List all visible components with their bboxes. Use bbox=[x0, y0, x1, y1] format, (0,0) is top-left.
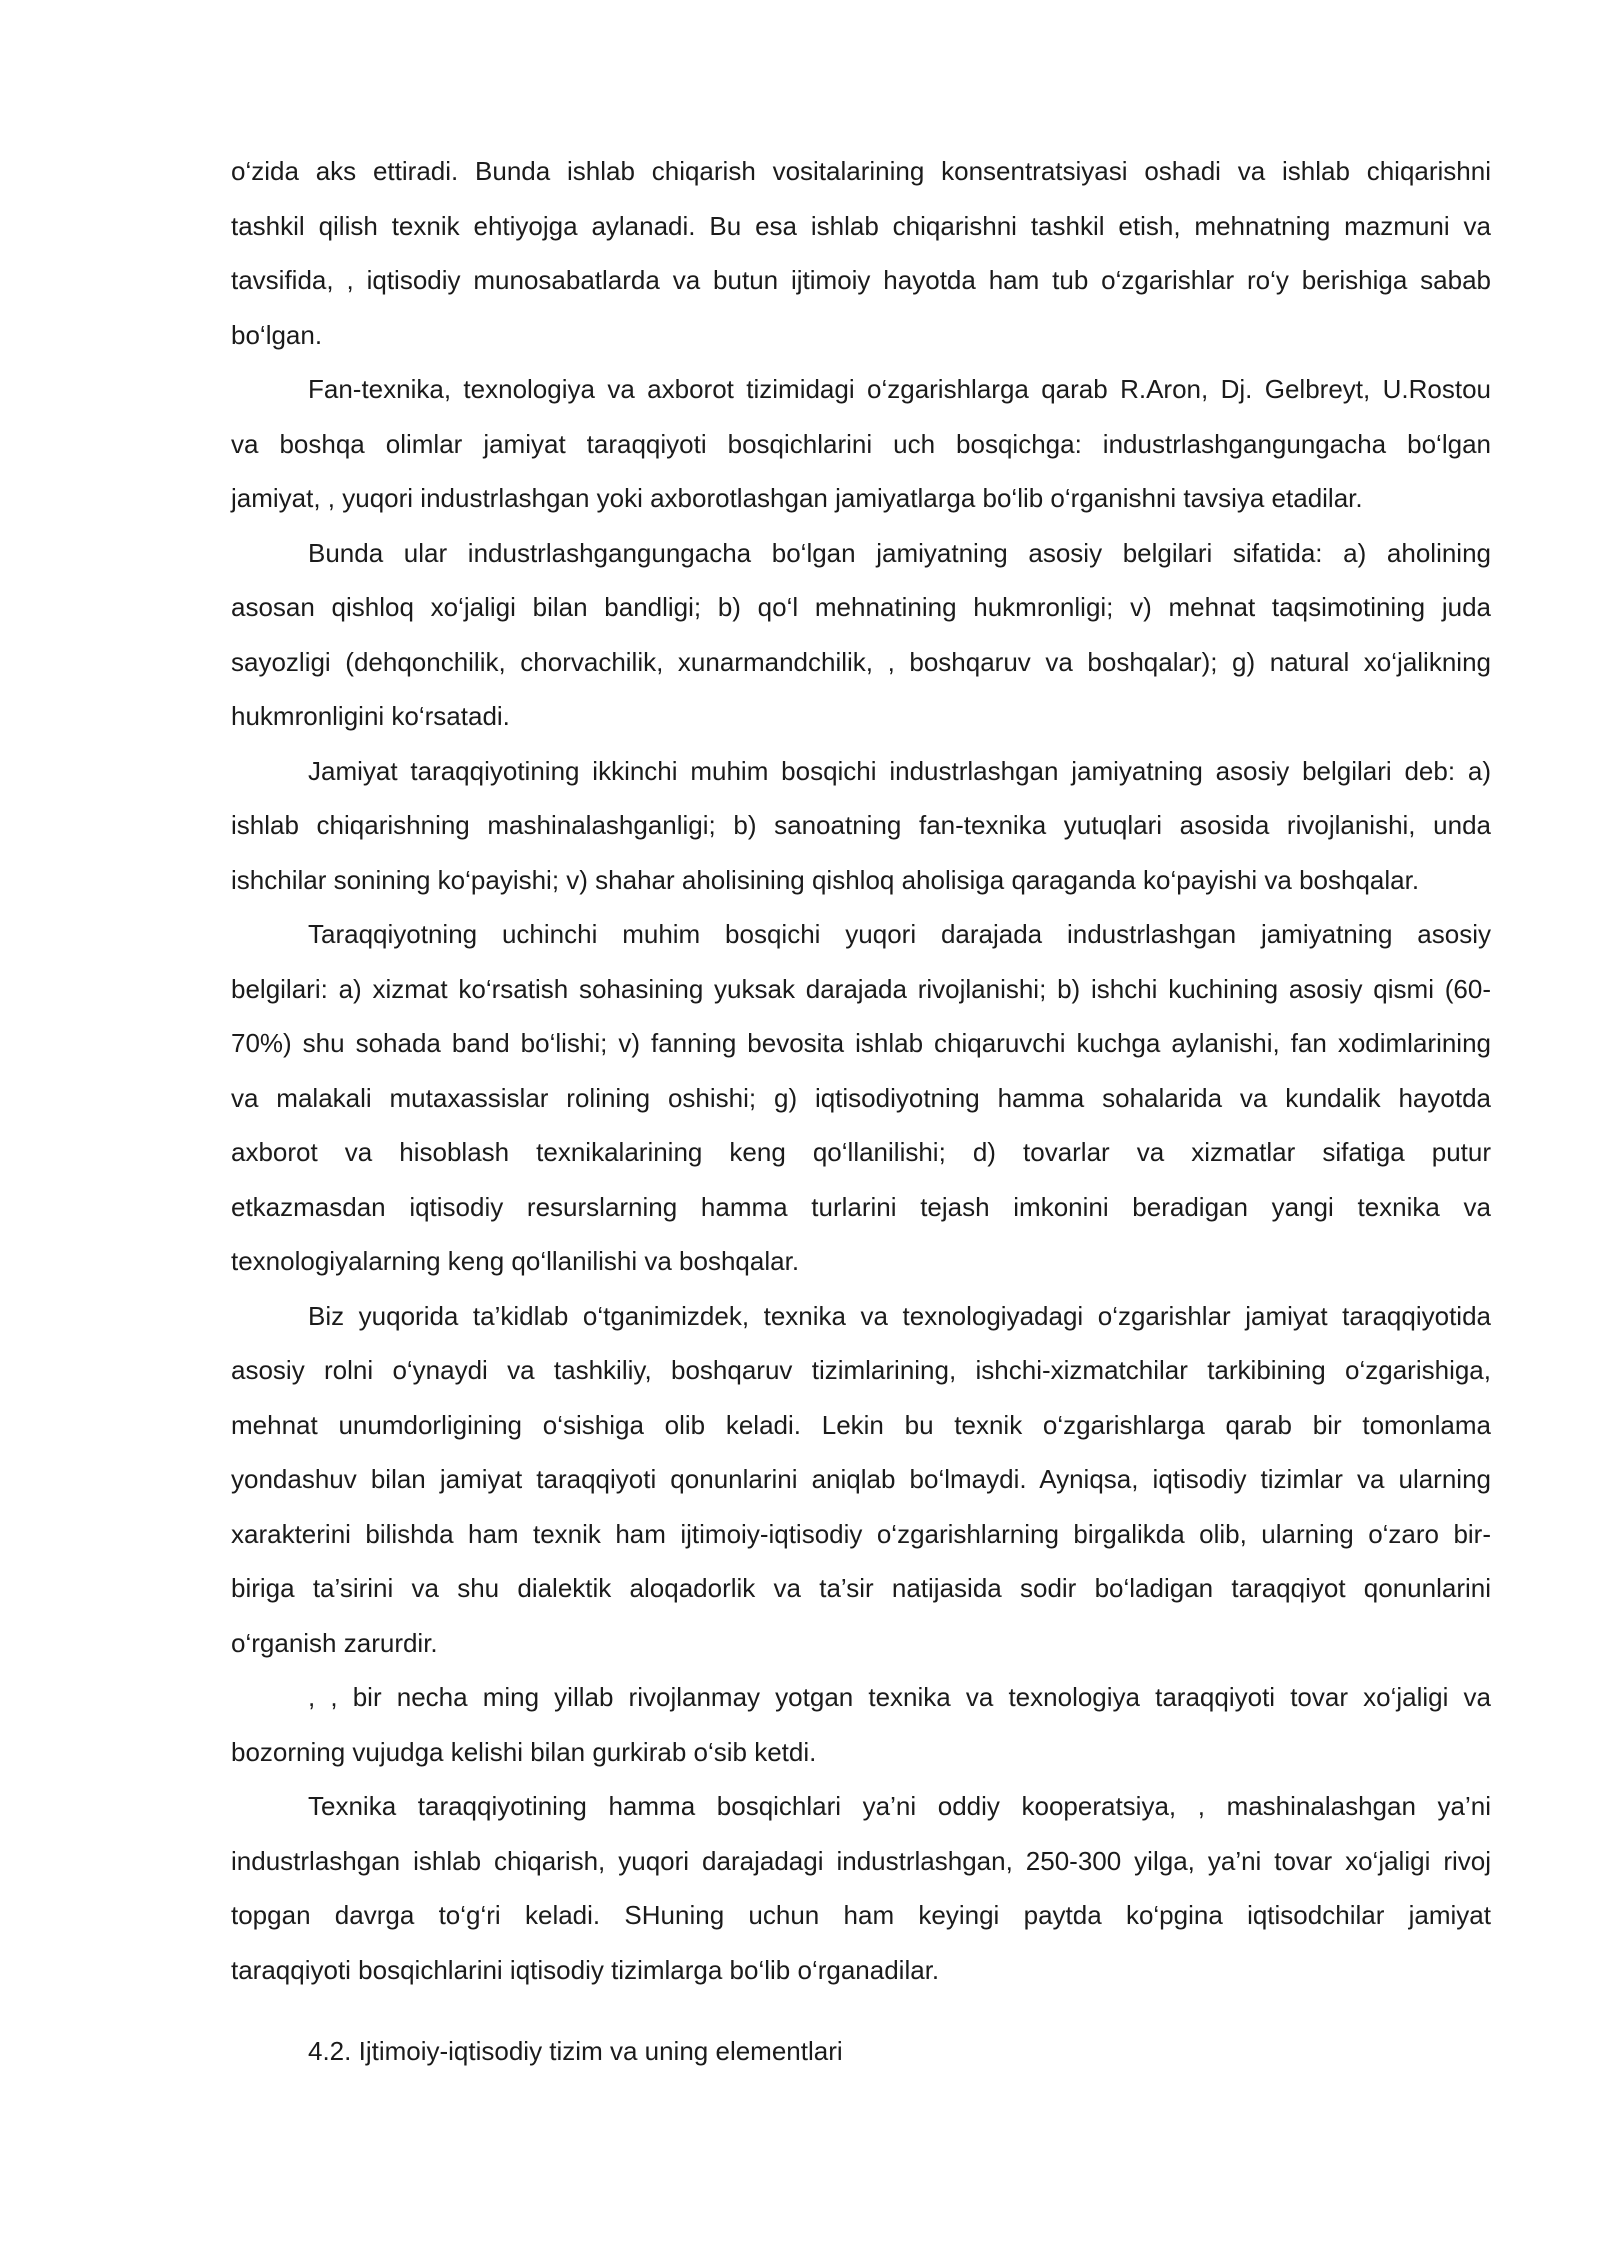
document-body bbox=[231, 144, 1491, 2079]
text-line: va malakali mutaxassislar rolining oshishi; g) iqtisodiyotning hamma sohalarida va kundalik hayotda bbox=[231, 1082, 1491, 1113]
text-line: texnologiyalarning keng qo‘llanilishi va boshqalar. bbox=[231, 1246, 800, 1276]
text-line: xarakterini bilishda ham texnik ham ijtimoiy-iqtisodiy o‘zgarishlarning birgalikda olib, ularning o‘zaro bir- bbox=[231, 1518, 1491, 1549]
paragraph bbox=[231, 1670, 1491, 1779]
text-line: topgan davrga to‘g‘ri keladi. SHuning uchun ham keyingi paytda ko‘pgina iqtisodchilar jamiyat bbox=[231, 1900, 1491, 1930]
text-line: Texnika taraqqiyotining hamma bosqichlari ya’ni oddiy kooperatsiya, , mashinalashgan ya’ni bbox=[308, 1791, 1491, 1821]
text-line: asosan qishloq xo‘jaligi bilan bandligi; b) qo‘l mehnatining hukmronligi; v) mehnat taqsimotining juda bbox=[231, 592, 1491, 622]
paragraph bbox=[231, 362, 1491, 526]
text-line: yondashuv bilan jamiyat taraqqiyoti qonunlarini aniqlab bo‘lmaydi. Ayniqsa, iqtisodiy tizimlar va ularning bbox=[231, 1464, 1491, 1494]
text-line: asosiy rolni o‘ynaydi va tashkiliy, boshqaruv tizimlarining, ishchi-xizmatchilar tarkibining o‘zgarishiga, bbox=[231, 1355, 1491, 1385]
text-line: 70%) shu sohada band bo‘lishi; v) fanning bevosita ishlab chiqaruvchi kuchga aylanishi, fan xodimlarining bbox=[231, 1028, 1491, 1058]
text-line: bozorning vujudga kelishi bilan gurkirab o‘sib ketdi. bbox=[231, 1736, 817, 1767]
paragraph bbox=[231, 144, 1491, 362]
text-line: hukmronligini ko‘rsatadi. bbox=[231, 701, 510, 731]
text-line: jamiyat, , yuqori industrlashgan yoki axborotlashgan jamiyatlarga bo‘lib o‘rganishni tavsiya etadilar. bbox=[231, 483, 1363, 513]
text-line: Fan-texnika, texnologiya va axborot tizimidagi o‘zgarishlarga qarab R.Aron, Dj. Gelbreyt, U.Rostou bbox=[308, 374, 1491, 404]
text-line: Jamiyat taraqqiyotining ikkinchi muhim bosqichi industrlashgan jamiyatning asosiy belgilari deb: a) bbox=[308, 755, 1491, 786]
text-line: bo‘lgan. bbox=[231, 319, 323, 350]
text-line: ishchilar sonining ko‘payishi; v) shahar aholisining qishloq aholisiga qaraganda ko‘payishi va boshqalar. bbox=[231, 864, 1420, 895]
text-line: , , bir necha ming yillab rivojlanmay yotgan texnika va texnologiya taraqqiyoti tovar xo‘jaligi va bbox=[308, 1682, 1491, 1712]
text-line: Biz yuqorida ta’kidlab o‘tganimizdek, texnika va texnologiyadagi o‘zgarishlar jamiyat taraqqiyotida bbox=[308, 1300, 1491, 1331]
text-line: Taraqqiyotning uchinchi muhim bosqichi yuqori darajada industrlashgan jamiyatning asosiy bbox=[308, 919, 1491, 949]
text-line: o‘rganish zarurdir. bbox=[231, 1627, 438, 1658]
text-line: taraqqiyoti bosqichlarini iqtisodiy tizimlarga bo‘lib o‘rganadilar. bbox=[231, 1954, 940, 1985]
paragraph bbox=[231, 526, 1491, 744]
text-line: sayozligi (dehqonchilik, chorvachilik, xunarmandchilik, , boshqaruv va boshqalar); g) natural xo‘jalikning bbox=[231, 646, 1491, 677]
paragraph bbox=[231, 744, 1491, 908]
section-heading: 4.2. Ijtimoiy-iqtisodiy tizim va uning elementlari bbox=[308, 2036, 843, 2066]
text-line: industrlashgan ishlab chiqarish, yuqori darajadagi industrlashgan, 250-300 yilga, ya’ni tovar xo‘jaligi rivoj bbox=[231, 1845, 1491, 1876]
text-line: etkazmasdan iqtisodiy resurslarning hamma turlarini tejash imkonini beradigan yangi texnika va bbox=[231, 1191, 1491, 1222]
text-line: mehnat unumdorligining o‘sishiga olib keladi. Lekin bu texnik o‘zgarishlarga qarab bir tomonlama bbox=[231, 1409, 1491, 1440]
paragraph bbox=[231, 1289, 1491, 1671]
text-line: axborot va hisoblash texnikalarining keng qo‘llanilishi; d) tovarlar va xizmatlar sifatiga putur bbox=[231, 1137, 1491, 1167]
text-line: va boshqa olimlar jamiyat taraqqiyoti bosqichlarini uch bosqichga: industrlashgangungacha bo‘lgan bbox=[231, 428, 1491, 459]
text-line: belgilari: a) xizmat ko‘rsatish sohasining yuksak darajada rivojlanishi; b) ishchi kuchining asosiy qismi (60- bbox=[231, 973, 1491, 1004]
paragraph bbox=[231, 907, 1491, 1289]
text-line: o‘zida aks ettiradi. Bunda ishlab chiqarish vositalarining konsentratsiyasi oshadi va ishlab chiqarishni bbox=[231, 156, 1491, 186]
text-line: ishlab chiqarishning mashinalashganligi; b) sanoatning fan-texnika yutuqlari asosida rivojlanishi, unda bbox=[231, 810, 1491, 840]
paragraph bbox=[231, 1779, 1491, 1997]
text-line: biriga ta’sirini va shu dialektik aloqadorlik va ta’sir natijasida sodir bo‘ladigan taraqqiyot qonunlarini bbox=[231, 1573, 1491, 1603]
text-line: tavsifida, , iqtisodiy munosabatlarda va butun ijtimoiy hayotda ham tub o‘zgarishlar ro‘y berishiga sabab bbox=[231, 265, 1491, 295]
text-line: tashkil qilish texnik ehtiyojga aylanadi. Bu esa ishlab chiqarishni tashkil etish, mehnatning mazmuni va bbox=[231, 210, 1491, 241]
text-line: Bunda ular industrlashgangungacha bo‘lgan jamiyatning asosiy belgilari sifatida: a) aholining bbox=[308, 537, 1491, 568]
